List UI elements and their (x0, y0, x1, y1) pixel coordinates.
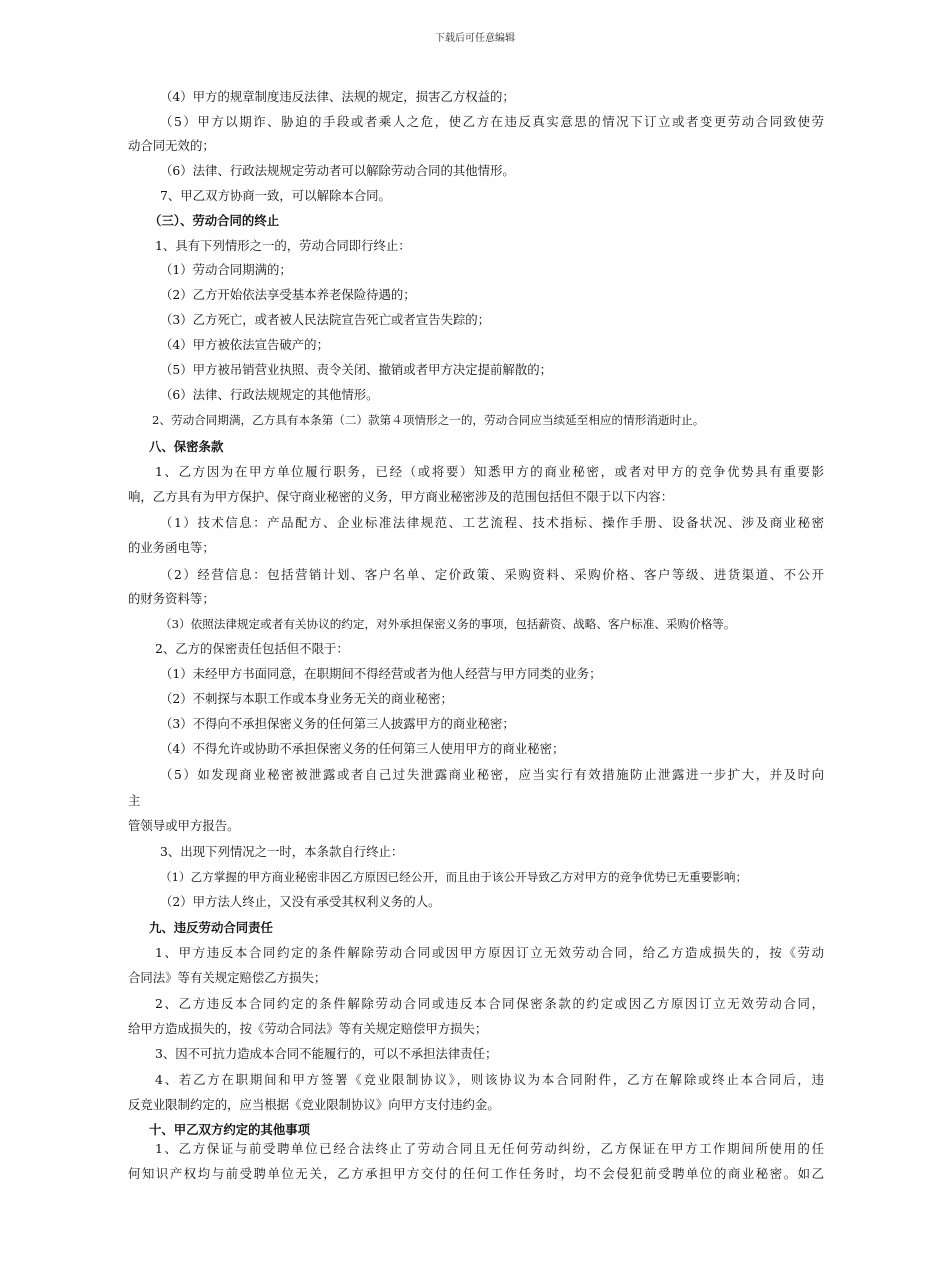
text-line: 1、乙方因为在甲方单位履行职务，已经（或将要）知悉甲方的商业秘密，或者对甲方的竞争优势具有重要影 (155, 464, 824, 479)
text-line: （4）甲方被依法宣告破产的； (160, 337, 329, 352)
text-line: 1、具有下列情形之一的，劳动合同即行终止： (155, 238, 411, 253)
text-line: （3）不得向不承担保密义务的任何第三人披露甲方的商业秘密； (160, 716, 515, 731)
text-line: 2、劳动合同期满，乙方具有本条第（二）款第４项情形之一的，劳动合同应当续延至相应的情形消逝时止。 (152, 413, 705, 427)
text-line: （6）法律、行政法规规定的其他情形。 (160, 387, 379, 402)
text-line: （4）不得允许或协助不承担保密义务的任何第三人使用甲方的商业秘密； (160, 741, 565, 756)
text-line: 反竞业限制约定的，应当根据《竞业限制协议》向甲方支付违约金。 (128, 1097, 500, 1112)
section-heading: （三）、劳动合同的终止 (149, 213, 280, 228)
text-line: 响，乙方具有为甲方保护、保守商业秘密的义务，甲方商业秘密涉及的范围包括但不限于以下内容： (128, 489, 674, 504)
text-line: 何知识产权均与前受聘单位无关，乙方承担甲方交付的任何工作任务时，均不会侵犯前受聘单位的商业秘密。如乙 (128, 1166, 824, 1181)
section-heading: 八、保密条款 (149, 439, 224, 454)
text-line: 1、乙方保证与前受聘单位已经合法终止了劳动合同且无任何劳动纠纷，乙方保证在甲方工作期间所使用的任 (155, 1141, 824, 1156)
text-line: 2、乙方违反本合同约定的条件解除劳动合同或违反本合同保密条款的约定或因乙方原因订立无效劳动合同， (155, 996, 824, 1011)
text-line: 的财务资料等； (128, 591, 215, 606)
text-line: （1）劳动合同期满的； (160, 262, 292, 277)
text-line: 的业务函电等； (128, 540, 215, 555)
text-line: 3、出现下列情况之一时，本条款自行终止： (160, 844, 404, 859)
text-line: （1）技术信息：产品配方、企业标准法律规范、工艺流程、技术指标、操作手册、设备状况、涉及商业秘密 (160, 515, 824, 530)
text-line: 给甲方造成损失的，按《劳动合同法》等有关规定赔偿甲方损失； (128, 1021, 488, 1036)
text-line: （5）甲方以期诈、胁迫的手段或者乘人之危，使乙方在违反真实意思的情况下订立或者变更劳动合同致使劳 (160, 114, 824, 129)
text-line: （5）如发现商业秘密被泄露或者自己过失泄露商业秘密，应当实行有效措施防止泄露进一步扩大，并及时向 (160, 767, 824, 782)
section-heading: 十、甲乙双方约定的其他事项 (149, 1122, 311, 1137)
text-line: （1）未经甲方书面同意，在职期间不得经营或者为他人经营与甲方同类的业务； (160, 666, 602, 681)
text-line: （2）经营信息：包括营销计划、客户名单、定价政策、采购资料、采购价格、客户等级、进货渠道、不公开 (160, 567, 824, 582)
text-line: 4、若乙方在职期间和甲方签署《竞业限制协议》，则该协议为本合同附件，乙方在解除或终止本合同后，违 (155, 1072, 824, 1087)
text-line: 主 (128, 793, 141, 808)
text-line: （4）甲方的规章制度违反法律、法规的规定，损害乙方权益的； (160, 89, 515, 104)
text-line: （2）不刺探与本职工作或本身业务无关的商业秘密； (160, 691, 453, 706)
text-line: 2、乙方的保密责任包括但不限于： (155, 641, 349, 656)
text-line: 合同法》等有关规定赔偿乙方损失； (128, 970, 327, 985)
text-line: （6）法律、行政法规规定劳动者可以解除劳动合同的其他情形。 (160, 163, 515, 178)
text-line: 3、因不可抗力造成本合同不能履行的，可以不承担法律责任； (155, 1046, 498, 1061)
text-line: 1、甲方违反本合同约定的条件解除劳动合同或因甲方原因订立无效劳动合同，给乙方造成损失的，按《劳动 (155, 945, 824, 960)
section-heading: 九、违反劳动合同责任 (149, 920, 273, 935)
text-line: 7、甲乙双方协商一致，可以解除本合同。 (160, 188, 391, 203)
text-line: （1）乙方掌握的甲方商业秘密非因乙方原因已经公开，而且由于该公开导致乙方对甲方的竞争优势已无重要影响； (160, 870, 748, 884)
text-line: 动合同无效的； (128, 138, 215, 153)
text-line: （2）甲方法人终止，又没有承受其权利义务的人。 (160, 894, 441, 909)
text-line: （5）甲方被吊销营业执照、责令关闭、撤销或者甲方决定提前解散的； (160, 362, 552, 377)
text-line: 管领导或甲方报告。 (128, 818, 240, 833)
text-line: （3）依照法律规定或者有关协议的约定，对外承担保密义务的事项，包括薪资、战略、客户标准、采购价格等。 (160, 617, 736, 631)
page-header: 下载后可任意编辑 (435, 33, 515, 44)
text-line: （3）乙方死亡，或者被人民法院宣告死亡或者宣告失踪的； (160, 312, 491, 327)
text-line: （2）乙方开始依法享受基本养老保险待遇的； (160, 287, 416, 302)
